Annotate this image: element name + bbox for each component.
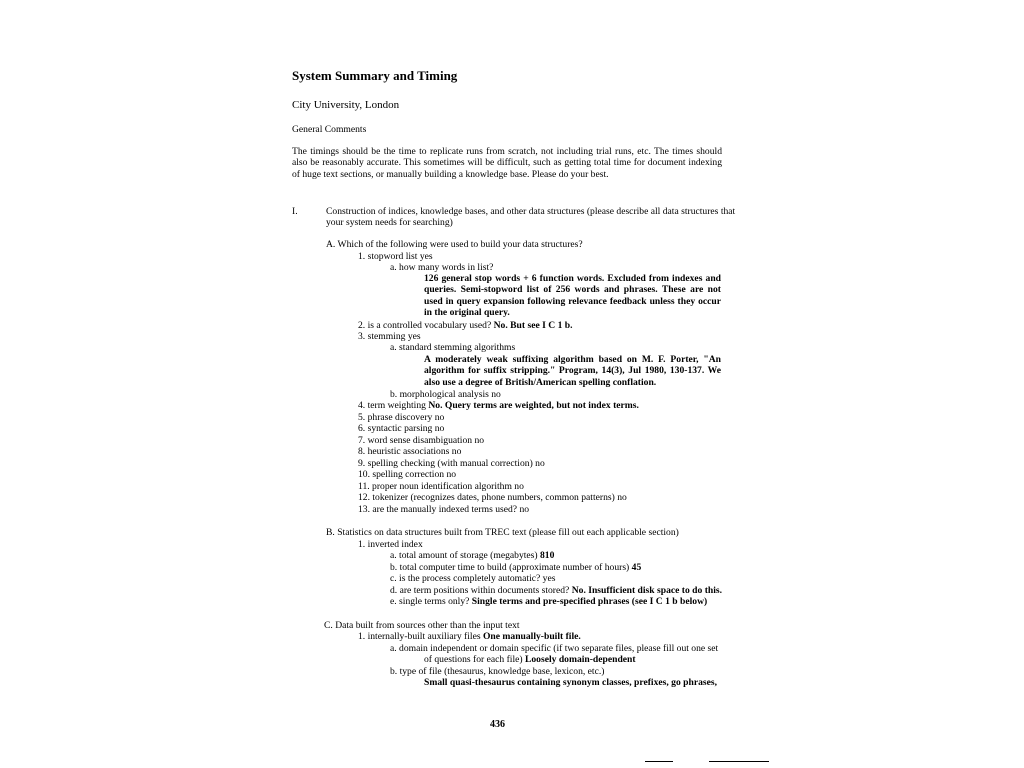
section-b-item-1b bbox=[390, 562, 641, 573]
section-c-item-1a-line2 bbox=[424, 654, 636, 665]
item-1b-answer: 45 bbox=[631, 562, 642, 573]
section-a-heading: A. Which of the following were used to build your data structures? bbox=[326, 239, 583, 250]
part-i-heading-line2: your system needs for searching) bbox=[326, 217, 453, 228]
section-a-item-6: 6. syntactic parsing no bbox=[358, 423, 445, 434]
item-c1a-answer: Loosely domain-dependent bbox=[524, 654, 636, 665]
section-b-item-1: 1. inverted index bbox=[358, 539, 423, 550]
item-4-question: 4. term weighting bbox=[358, 400, 429, 411]
section-b-item-1e bbox=[390, 596, 707, 607]
document-title: System Summary and Timing bbox=[292, 68, 458, 83]
section-a-item-3b: b. morphological analysis no bbox=[390, 389, 501, 400]
item-1e-answer: Single terms and pre-specified phrases (see I C 1 b below) bbox=[471, 596, 708, 607]
section-a-item-9: 9. spelling checking (with manual correction) no bbox=[358, 458, 545, 469]
item-1a-question: a. total amount of storage (megabytes) bbox=[390, 550, 540, 561]
item-c1-answer: One manually-built file. bbox=[482, 631, 581, 642]
item-2-answer: No. But see I C 1 b. bbox=[493, 320, 573, 331]
item-1e-question: e. single terms only? bbox=[390, 596, 472, 607]
item-1d-question: d. are term positions within documents stored? bbox=[390, 585, 572, 596]
section-a-item-7: 7. word sense disambiguation no bbox=[358, 435, 485, 446]
section-b-item-1d bbox=[390, 585, 722, 596]
section-c-item-1 bbox=[358, 631, 581, 642]
section-a-item-1a: a. how many words in list? bbox=[390, 262, 494, 273]
section-a-item-1a-answer: 126 general stop words + 6 function words. Excluded from indexes and queries. Semi-stopword list of 256 words and phrases. These are not used in query expansion following relevance feedback unless they occur in the original query. bbox=[424, 273, 721, 318]
section-b-item-1c: c. is the process completely automatic? yes bbox=[390, 573, 556, 584]
scan-mark-line-1 bbox=[645, 761, 673, 762]
item-4-answer: No. Query terms are weighted, but not index terms. bbox=[428, 400, 639, 411]
section-c-heading: C. Data built from sources other than the input text bbox=[324, 620, 520, 631]
section-a-item-3a: a. standard stemming algorithms bbox=[390, 342, 516, 353]
section-c-item-1b-answer: Small quasi-thesaurus containing synonym classes, prefixes, go phrases, bbox=[424, 677, 718, 688]
section-c-item-1a-line1: a. domain independent or domain specific (if two separate files, please fill out one set bbox=[390, 643, 719, 654]
scan-mark-line-2 bbox=[709, 761, 769, 762]
item-c1-question: 1. internally-built auxiliary files bbox=[358, 631, 483, 642]
section-c-item-1b: b. type of file (thesaurus, knowledge base, lexicon, etc.) bbox=[390, 666, 605, 677]
section-a-item-12: 12. tokenizer (recognizes dates, phone numbers, common patterns) no bbox=[358, 492, 627, 503]
section-a-item-5: 5. phrase discovery no bbox=[358, 412, 445, 423]
section-b-item-1a bbox=[390, 550, 554, 561]
item-c1a-question: of questions for each file) bbox=[424, 654, 525, 665]
institution-name: City University, London bbox=[292, 99, 400, 111]
page-number: 436 bbox=[490, 719, 505, 730]
section-a-item-2 bbox=[358, 320, 573, 331]
item-2-question: 2. is a controlled vocabulary used? bbox=[358, 320, 494, 331]
section-a-item-3: 3. stemming yes bbox=[358, 331, 421, 342]
section-a-item-13: 13. are the manually indexed terms used? no bbox=[358, 504, 530, 515]
section-a-item-10: 10. spelling correction no bbox=[358, 469, 457, 480]
item-1a-answer: 810 bbox=[540, 550, 555, 561]
item-1d-answer: No. Insufficient disk space to do this. bbox=[571, 585, 723, 596]
item-1b-question: b. total computer time to build (approximate number of hours) bbox=[390, 562, 632, 573]
section-a-item-1: 1. stopword list yes bbox=[358, 251, 433, 262]
section-a-item-4 bbox=[358, 400, 639, 411]
general-comments-paragraph: The timings should be the time to replicate runs from scratch, not including trial runs, etc. The times should also be reasonably accurate. This sometimes will be difficult, such as getting total time for document indexing of huge text sections, or manually building a knowledge base. Please do your best. bbox=[292, 146, 722, 180]
part-i-numeral: I. bbox=[292, 206, 298, 217]
section-a-item-8: 8. heuristic associations no bbox=[358, 446, 462, 457]
part-i-heading-line1: Construction of indices, knowledge bases, and other data structures (please describe all data structures that bbox=[326, 206, 736, 217]
section-a-item-11: 11. proper noun identification algorithm no bbox=[358, 481, 524, 492]
section-heading-general-comments: General Comments bbox=[292, 124, 367, 135]
section-b-heading: B. Statistics on data structures built from TREC text (please fill out each applicable section) bbox=[326, 527, 679, 538]
section-a-item-3a-answer: A moderately weak suffixing algorithm based on M. F. Porter, "An algorithm for suffix stripping." Program, 14(3), Jul 1980, 130-137. We also use a degree of British/American spelling conflation. bbox=[424, 354, 721, 388]
